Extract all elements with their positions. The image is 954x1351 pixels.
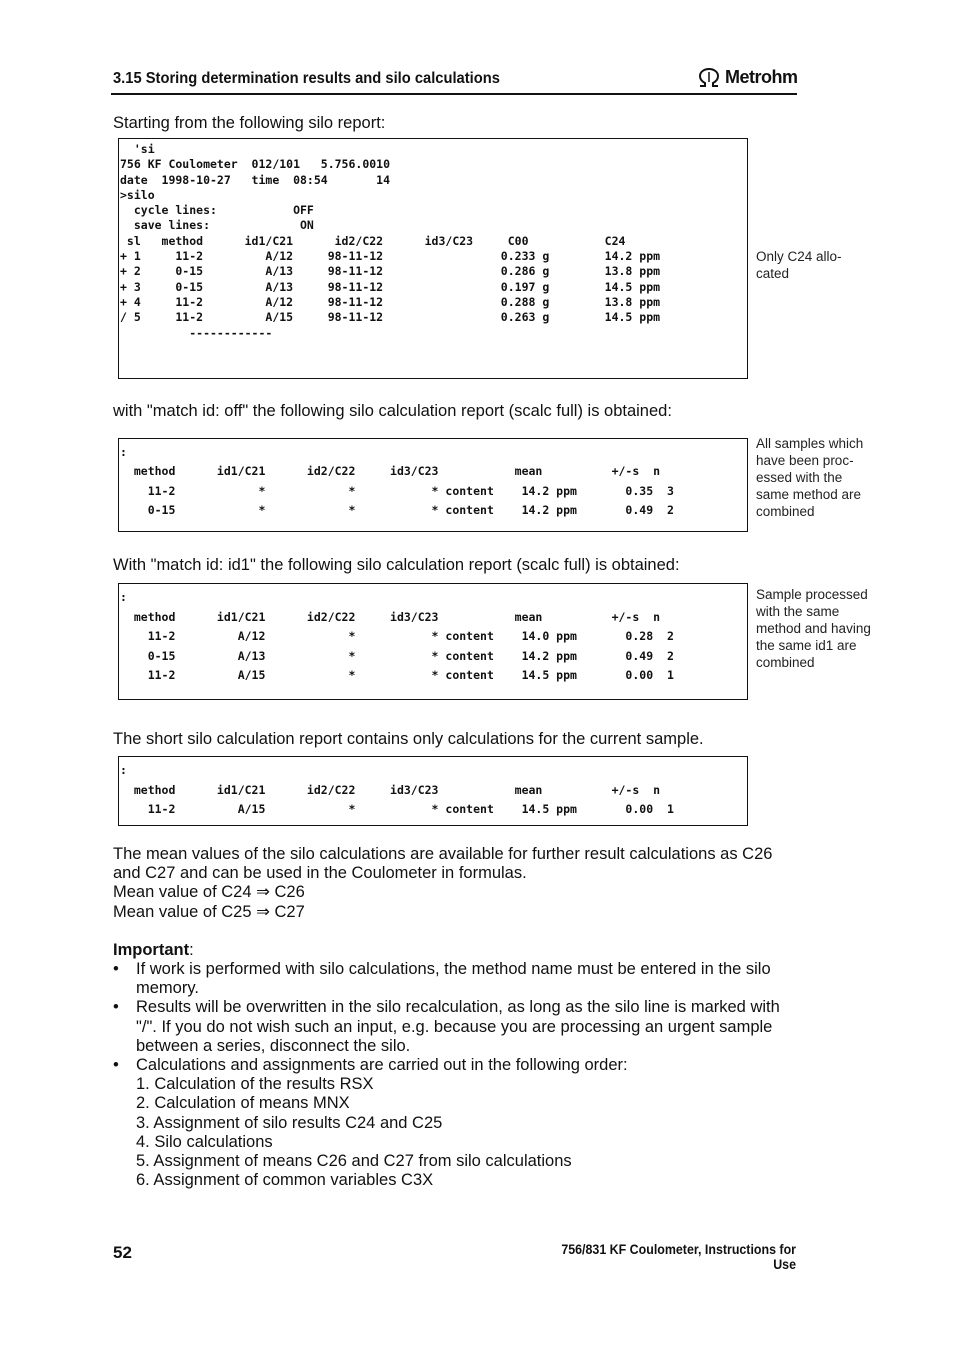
order-step: 2. Calculation of means MNX <box>136 1094 350 1113</box>
order-step: 1. Calculation of the results RSX <box>136 1075 374 1094</box>
important-heading <box>113 941 194 960</box>
order-step: 4. Silo calculations <box>136 1132 273 1151</box>
bullet-content <box>136 1056 803 1190</box>
report-short: : method id1/C21 id2/C22 id3/C23 mean +/-s n 11-2 A/15 * * content 14.5 ppm 0.00 1 <box>120 763 674 816</box>
silo-report-box <box>118 138 748 379</box>
header-rule <box>111 93 797 95</box>
note-match-off <box>756 435 886 520</box>
bullet-text: Results will be overwritten in the silo recalculation, as long as the silo line is marked with "/". If you do not wish such an input, e.g. because you are processing an urgent sample between a series, disconnect the silo. <box>136 998 780 1055</box>
bullet-text: If work is performed with silo calculations, the method name must be entered in the silo memory. <box>136 960 771 998</box>
important-label: Important <box>113 941 190 959</box>
order-step: 6. Assignment of common variables C3X <box>136 1171 434 1190</box>
order-steps <box>136 1075 803 1190</box>
mean-line: and C27 and can be used in the Coulometer in formulas. <box>113 864 527 883</box>
bullet-text: Calculations and assignments are carried out in the following order: <box>136 1056 628 1075</box>
note-match-id1 <box>756 586 886 671</box>
report-match-id1-box <box>118 583 748 700</box>
note-silo <box>756 248 886 282</box>
mean-values-text <box>113 845 813 922</box>
silo-report: 'si 756 KF Coulometer 012/101 5.756.0010 date 1998-10-27 time 08:54 14 >silo cycle lines: OFF save lines: ON sl method id1/C21 id2/C22 id3/C23 C00 C24 + 1 11-2 A/12 98-11-12 0.233 g 14.2 ppm + 2 0-15 A/13 98-11-12 0.286 g 13.8 ppm + 3 0-15 A/13 98-11-12 0.197 g 14.5 ppm + 4 11-2 A/12 98-11-12 0.288 g 13.8 ppm / 5 11-2 A/15 98-11-12 0.263 g 14.5 ppm ------------ <box>120 142 661 340</box>
important-list <box>113 960 803 1190</box>
text-match-id1: With "match id: id1" the following silo calculation report (scalc full) is obtained: <box>113 556 680 574</box>
list-item <box>113 998 803 1056</box>
note-match-off-text: All samples which have been proc- essed with the same method are combined <box>756 436 864 519</box>
list-item <box>113 960 803 998</box>
important-colon: : <box>189 941 194 959</box>
order-step: 5. Assignment of means C26 and C27 from silo calculations <box>136 1152 572 1171</box>
bullet-icon: • <box>113 960 119 978</box>
metrohm-logo <box>697 67 798 88</box>
metrohm-omega-icon <box>697 68 721 88</box>
section-title: 3.15 Storing determination results and silo calculations <box>113 70 500 87</box>
report-match-off: : method id1/C21 id2/C22 id3/C23 mean +/-s n 11-2 * * * content 14.2 ppm 0.35 3 0-15 * * * content 14.2 ppm 0.49 2 <box>120 445 674 517</box>
doc-title: 756/831 KF Coulometer, Instructions for Use <box>561 1242 796 1272</box>
note-match-id1-text: Sample processed with the same method and having the same id1 are combined <box>756 587 871 670</box>
mean-line: The mean values of the silo calculations are available for further result calculations as C26 <box>113 845 773 863</box>
report-short-box <box>118 756 748 826</box>
note-silo-text: Only C24 allo- cated <box>756 249 842 281</box>
report-match-id1: : method id1/C21 id2/C22 id3/C23 mean +/-s n 11-2 A/12 * * content 14.0 ppm 0.28 2 0-15 A/13 * * content 14.2 ppm 0.49 2 11-2 A/15 * * content 14.5 ppm 0.00 1 <box>120 590 674 682</box>
intro-text: Starting from the following silo report: <box>113 114 386 132</box>
mean-line: Mean value of C25 ⇒ C27 <box>113 902 305 921</box>
report-match-off-box <box>118 438 748 532</box>
text-match-off: with "match id: off" the following silo calculation report (scalc full) is obtained: <box>113 402 672 420</box>
list-item <box>113 1056 803 1190</box>
logo-text: Metrohm <box>725 67 798 87</box>
page-number: 52 <box>113 1243 132 1262</box>
bullet-icon: • <box>113 998 119 1017</box>
order-step: 3. Assignment of silo results C24 and C25 <box>136 1113 443 1132</box>
bullet-icon: • <box>113 1056 119 1075</box>
text-short: The short silo calculation report contains only calculations for the current sample. <box>113 730 704 748</box>
mean-line: Mean value of C24 ⇒ C26 <box>113 883 305 902</box>
